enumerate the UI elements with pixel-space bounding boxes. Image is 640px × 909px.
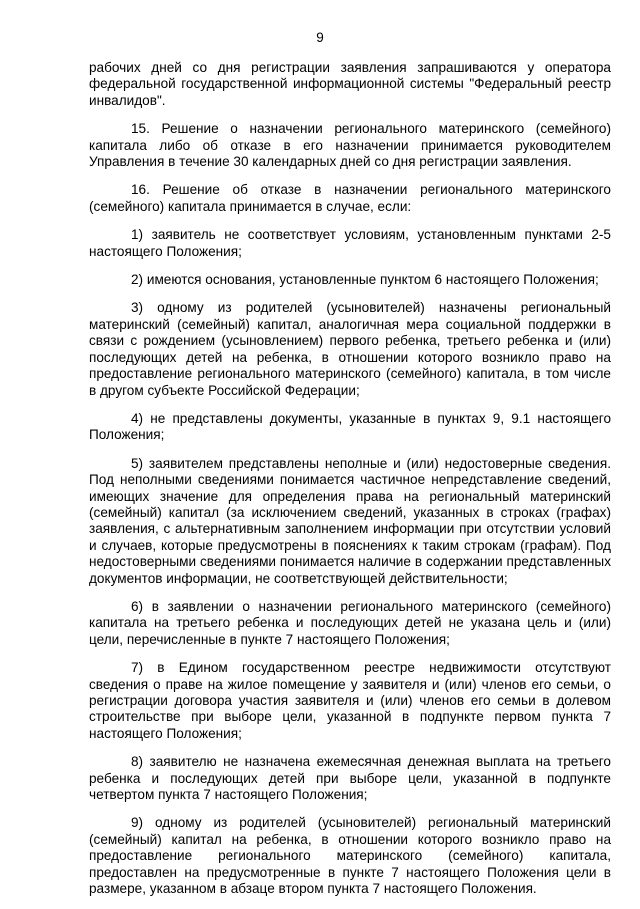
paragraph-item-15: 15. Решение о назначении регионального материнского (семейного) капитала либо об отказе в его назначении принимается руководителем Управления в течение 30 календарных дней со дня регистрации заявления.: [89, 121, 611, 170]
subitem-7: 7) в Едином государственном реестре недвижимости отсутствуют сведения о праве на жилое помещение у заявителя и (или) членов его семьи, о регистрации договора участия заявителя и (или) членов его семьи в долевом строительстве при выборе цели, указанной в подпункте первом пункта 7 настоящего Положения;: [89, 660, 611, 741]
subitem-8: 8) заявителю не назначена ежемесячная денежная выплата на третьего ребенка и последующих детей при выборе цели, указанной в подпункте четвертом пункта 7 настоящего Положения;: [89, 754, 611, 803]
subitem-4: 4) не представлены документы, указанные в пунктах 9, 9.1 настоящего Положения;: [89, 410, 611, 443]
subitem-5: 5) заявителем представлены неполные и (или) недостоверные сведения. Под неполными сведениями понимается частичное непредставление сведений, имеющих значение для определения права на региональный материнский (семейный) капитал (за исключением сведений, указанных в строках (графах) заявления, с альтернативным заполнением информации при отсутствии условий и случаев, которые предусмотрены в пояснениях к таким строкам (графам). Под недостоверными сведениями понимается наличие в содержании представленных документов информации, не соответствующей действительности;: [89, 455, 611, 586]
paragraph-item-16: 16. Решение об отказе в назначении регионального материнского (семейного) капитала принимается в случае, если:: [89, 182, 611, 214]
page-number: 9: [316, 30, 324, 45]
paragraph-continuation: рабочих дней со дня регистрации заявления запрашиваются у оператора федеральной государственной информационной системы "Федеральный реестр инвалидов".: [89, 60, 611, 108]
subitem-6: 6) в заявлении о назначении регионального материнского (семейного) капитала на третьего ребенка и последующих детей не указана цель и (или) цели, перечисленные в пункте 7 настоящего Положения;: [89, 598, 611, 647]
subitem-9: 9) одному из родителей (усыновителей) региональный материнский (семейный) капитал на ребенка, в отношении которого возникло право на предоставление регионального материнского (семейного) капитала, предоставлен на предусмотренные в пункте 7 настоящего Положения цели в размере, указанном в абзаце втором пункта 7 настоящего Положения.: [89, 815, 611, 897]
subitem-3: 3) одному из родителей (усыновителей) назначены региональный материнский (семейный) капитал, аналогичная мера социальной поддержки в связи с рождением (усыновлением) первого ребенка, третьего ребенка и (или) последующих детей на ребенка, в отношении которого возникло право на предоставление регионального материнского (семейного) капитала, в том числе в другом субъекте Российской Федерации;: [89, 300, 611, 398]
subitem-1: 1) заявитель не соответствует условиям, установленным пунктами 2-5 настоящего Положения;: [89, 227, 611, 259]
document-body: [89, 60, 611, 909]
subitem-2: 2) имеются основания, установленные пунктом 6 настоящего Положения;: [131, 272, 599, 288]
